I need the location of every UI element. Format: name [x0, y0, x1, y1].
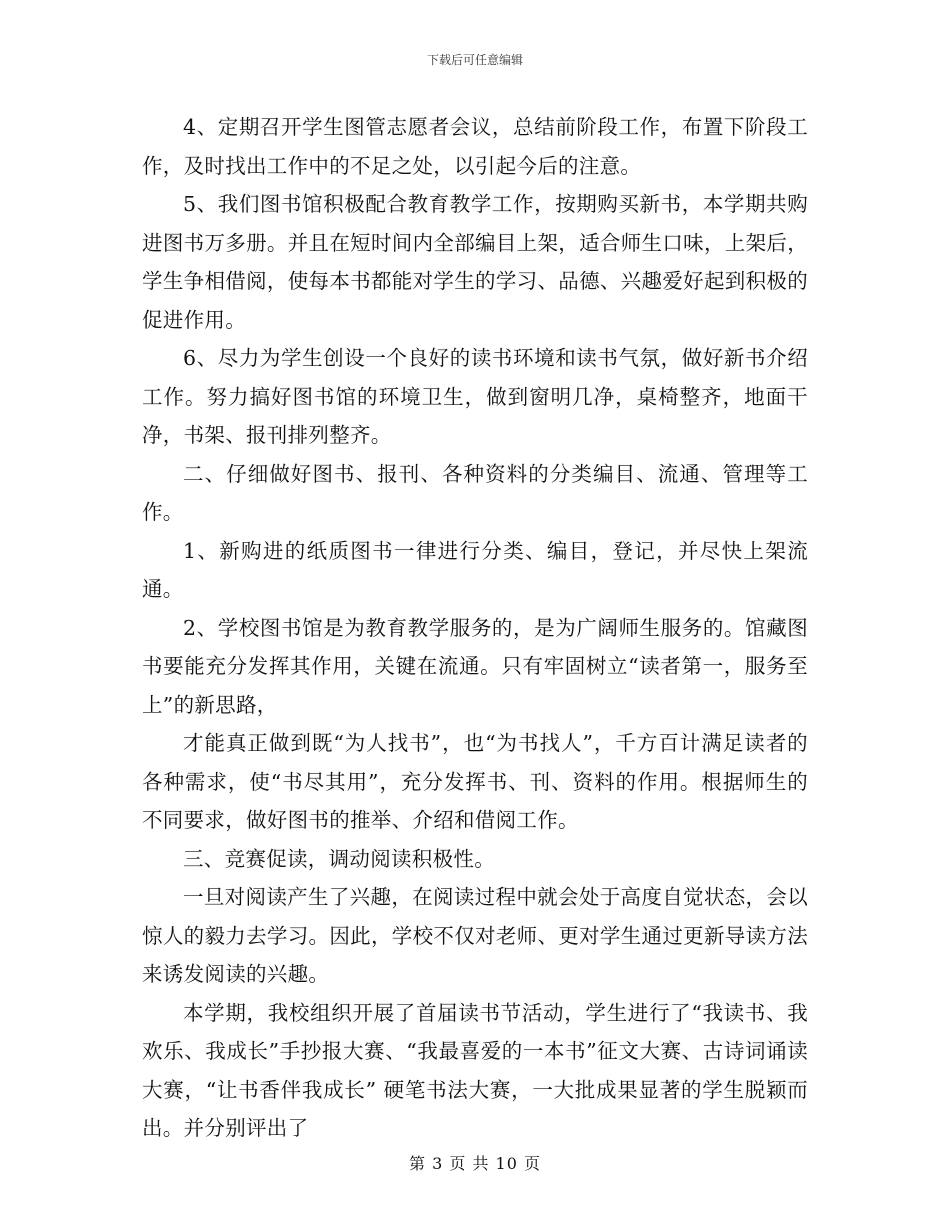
document-body: [142, 108, 808, 1148]
page-header: 下载后可任意编辑: [426, 53, 523, 67]
page-number-footer: 第 3 页 共 10 页: [409, 1154, 541, 1173]
section-heading-2: 二、仔细做好图书、报刊、各种资料的分类编目、流通、管理等工作。: [142, 461, 808, 524]
paragraph-item-5: 5、我们图书馆积极配合教育教学工作，按期购买新书，本学期共购进图书万多册。并且在短时间内全部编目上架，适合师生口味，上架后，学生争相借阅，使每本书都能对学生的学习、品德、兴趣爱好起到积极的促进作用。: [142, 192, 808, 332]
paragraph-continuation: 才能真正做到既“为人找书”，也“为书找人”，千方百计满足读者的各种需求，使“书尽其用”，充分发挥书、刊、资料的作用。根据师生的不同要求，做好图书的推举、介绍和借阅工作。: [142, 731, 808, 832]
section-heading-3: 三、竞赛促读，调动阅读积极性。: [183, 846, 495, 871]
paragraph-item-4: 4、定期召开学生图管志愿者会议，总结前阶段工作，布置下阶段工作，及时找出工作中的不足之处，以引起今后的注意。: [142, 115, 808, 178]
paragraph-reading-festival: 本学期，我校组织开展了首届读书节活动，学生进行了“我读书、我欢乐、我成长”手抄报大赛、“我最喜爱的一本书”征文大赛、古诗词诵读大赛，“让书香伴我成长” 硬笔书法大赛，一大批成果显著的学生脱颖而出。并分别评出了: [142, 1000, 808, 1140]
paragraph-item-6: 6、尽力为学生创设一个良好的读书环境和读书气氛，做好新书介绍工作。努力搞好图书馆的环境卫生，做到窗明几净，桌椅整齐，地面干净，书架、报刊排列整齐。: [142, 346, 808, 447]
paragraph-item-1: 1、新购进的纸质图书一律进行分类、编目，登记，并尽快上架流通。: [142, 538, 808, 601]
paragraph-interest: 一旦对阅读产生了兴趣，在阅读过程中就会处于高度自觉状态，会以惊人的毅力去学习。因此，学校不仅对老师、更对学生通过更新导读方法来诱发阅读的兴趣。: [142, 885, 808, 986]
paragraph-item-2: 2、学校图书馆是为教育教学服务的，是为广阔师生服务的。馆藏图书要能充分发挥其作用，关键在流通。只有牢固树立“读者第一，服务至上”的新思路，: [142, 615, 808, 717]
